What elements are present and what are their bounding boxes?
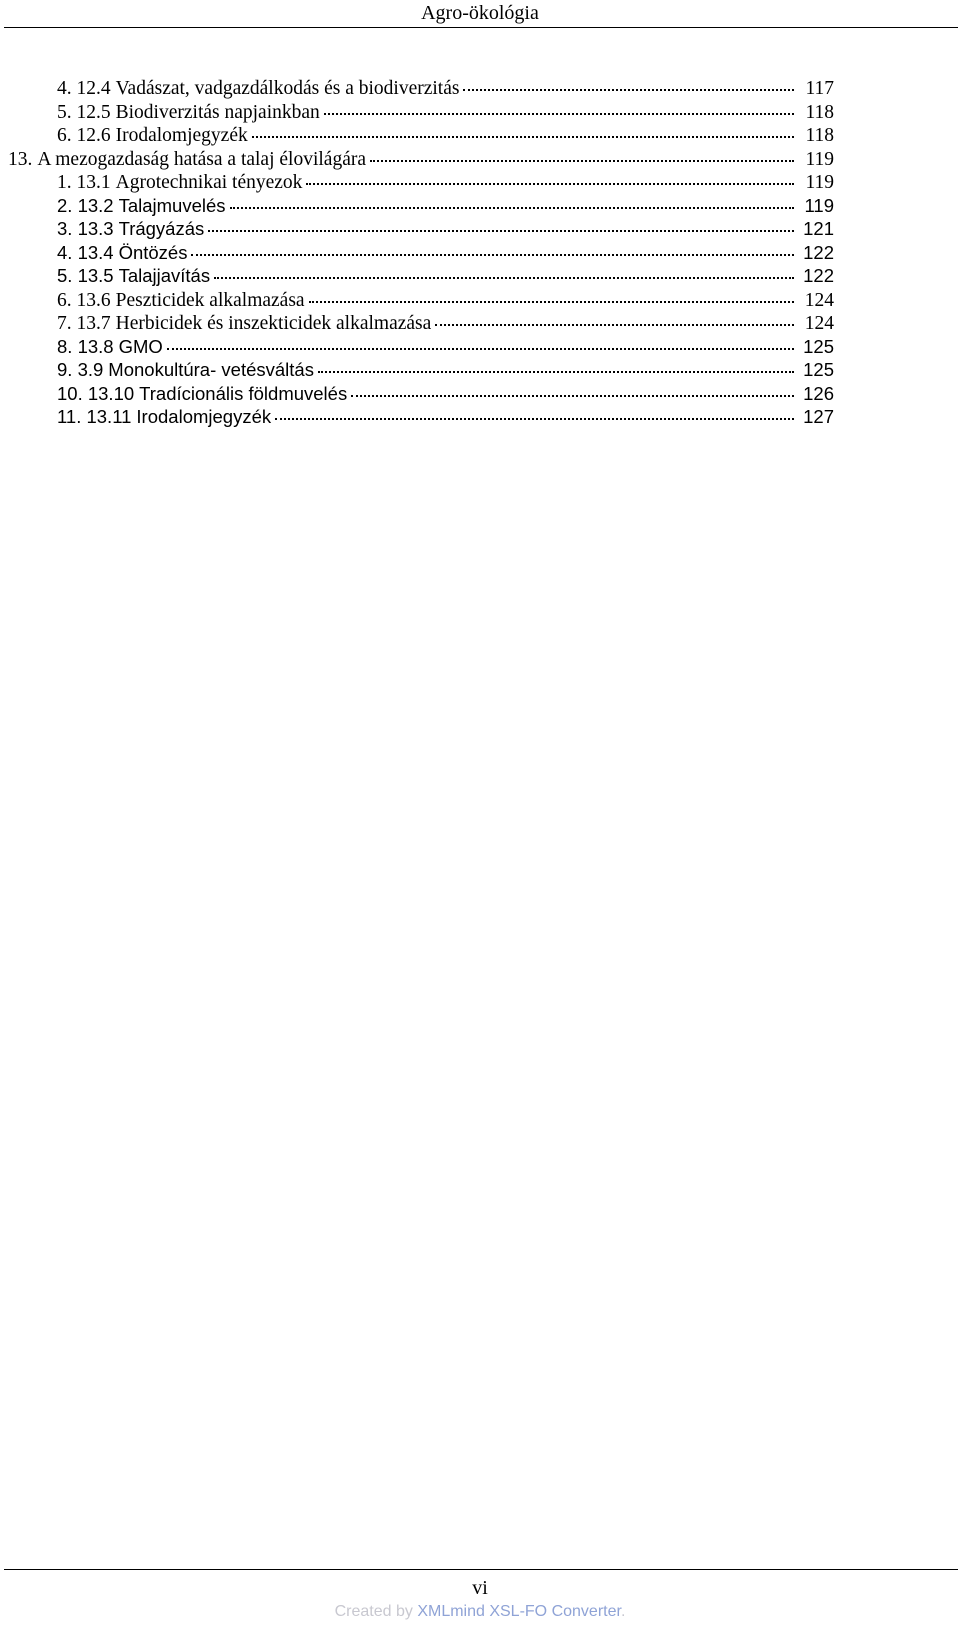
toc-entry[interactable] (57, 380, 834, 404)
toc-dot-leader (435, 309, 794, 329)
toc-entry-number: 6. 13.6 (57, 289, 111, 311)
toc-entry-title[interactable]: Öntözés (118, 241, 188, 263)
toc-entry-number: 6. 12.6 (57, 125, 111, 146)
toc-entry[interactable] (57, 98, 834, 122)
toc-entry[interactable] (57, 262, 834, 286)
toc-entry-number: 3. 13.3 (57, 218, 114, 239)
toc-dot-leader (208, 215, 794, 235)
toc-entry[interactable] (57, 286, 834, 310)
toc-entry[interactable] (57, 74, 834, 98)
toc-dot-leader (309, 286, 794, 306)
toc-dot-leader (252, 121, 794, 141)
toc-dot-leader (351, 380, 794, 400)
toc-entry-title[interactable]: Talajmuvelés (118, 194, 226, 216)
toc-entry-number: 2. 13.2 (57, 194, 114, 216)
toc-entry-number: 4. 13.4 (57, 241, 114, 263)
toc-entry-title[interactable]: GMO (118, 335, 163, 357)
toc-entry-title[interactable]: Tradícionális földmuvelés (139, 382, 348, 404)
toc-entry-page: 119 (805, 172, 834, 193)
toc-entry-number: 1. 13.1 (57, 172, 111, 193)
toc-entry[interactable] (57, 168, 834, 192)
toc-entry[interactable] (57, 356, 834, 380)
toc-dot-leader (370, 145, 794, 165)
toc-entry[interactable] (57, 121, 834, 145)
header-divider (4, 27, 958, 28)
toc-entry-page: 118 (805, 125, 834, 146)
toc-entry-number: 11. 13.11 (57, 406, 132, 427)
toc-entry-title[interactable]: Peszticidek alkalmazása (115, 289, 305, 311)
toc-entry[interactable] (57, 309, 834, 333)
toc-entry-number: 13. (8, 148, 33, 170)
toc-entry[interactable] (57, 215, 834, 239)
toc-entry-page: 127 (803, 406, 834, 427)
toc-entry-title[interactable]: Irodalomjegyzék (136, 406, 272, 427)
toc-entry-number: 5. 12.5 (57, 101, 111, 123)
toc-entry-page: 118 (805, 101, 834, 123)
toc-entry-title[interactable]: Irodalomjegyzék (115, 125, 248, 146)
toc-dot-leader (214, 262, 794, 282)
toc-dot-leader (463, 74, 794, 94)
toc-entry-number: 8. 13.8 (57, 335, 114, 357)
toc-entry[interactable] (8, 145, 834, 169)
toc-dot-leader (230, 192, 794, 212)
toc-entry-title[interactable]: Vadászat, vadgazdálkodás és a biodiverzitás (115, 78, 460, 99)
toc-entry-number: 4. 12.4 (57, 78, 111, 99)
page-header (0, 0, 960, 28)
toc-entry-title[interactable]: Herbicidek és inszekticidek alkalmazása (115, 313, 432, 334)
toc-entry-title[interactable]: Trágyázás (118, 218, 205, 239)
toc-entry-number: 10. 13.10 (57, 382, 135, 404)
credit-brand-link[interactable]: XMLmind XSL-FO Converter (417, 1603, 621, 1620)
toc-entry-page: 121 (803, 218, 834, 239)
toc-dot-leader (306, 168, 794, 188)
credit-suffix: . (620, 1603, 626, 1620)
toc-entry-number: 9. 3.9 (57, 359, 104, 380)
toc-dot-leader (167, 333, 794, 353)
toc-dot-leader (191, 239, 794, 259)
toc-entry-title[interactable]: Talajjavítás (118, 265, 211, 286)
toc-entry-page: 125 (803, 359, 834, 380)
toc-entry-number: 5. 13.5 (57, 265, 114, 286)
toc-entry-page: 117 (805, 78, 834, 99)
converter-credit (0, 1602, 960, 1622)
toc-entry-page: 122 (803, 241, 834, 263)
footer-divider (4, 1569, 958, 1570)
toc-entry[interactable] (57, 239, 834, 263)
toc-dot-leader (318, 356, 794, 376)
toc-entry-page: 119 (804, 194, 834, 216)
toc-entry-number: 7. 13.7 (57, 313, 111, 334)
toc-entry-page: 122 (803, 265, 834, 286)
toc-entry[interactable] (57, 192, 834, 216)
toc-entry-page: 124 (804, 289, 834, 311)
toc-entry-page: 126 (803, 382, 834, 404)
toc-entry[interactable] (57, 403, 834, 427)
page-header-title: Agro-ökológia (421, 2, 539, 24)
toc-entry-title[interactable]: A mezogazdaság hatása a talaj élovilágára (37, 148, 366, 170)
toc-entry-title[interactable]: Agrotechnikai tényezok (115, 172, 303, 193)
page-number: vi (472, 1577, 488, 1599)
toc-entry-title[interactable]: Biodiverzitás napjainkban (115, 101, 320, 123)
toc-dot-leader (275, 403, 794, 423)
toc-entry[interactable] (57, 333, 834, 357)
toc-entry-page: 119 (805, 148, 834, 170)
toc-entry-page: 125 (803, 335, 834, 357)
toc-dot-leader (324, 98, 794, 118)
toc-entry-title[interactable]: Monokultúra- vetésváltás (108, 359, 314, 380)
toc-entry-page: 124 (804, 313, 834, 334)
credit-prefix: Created by (334, 1603, 418, 1620)
